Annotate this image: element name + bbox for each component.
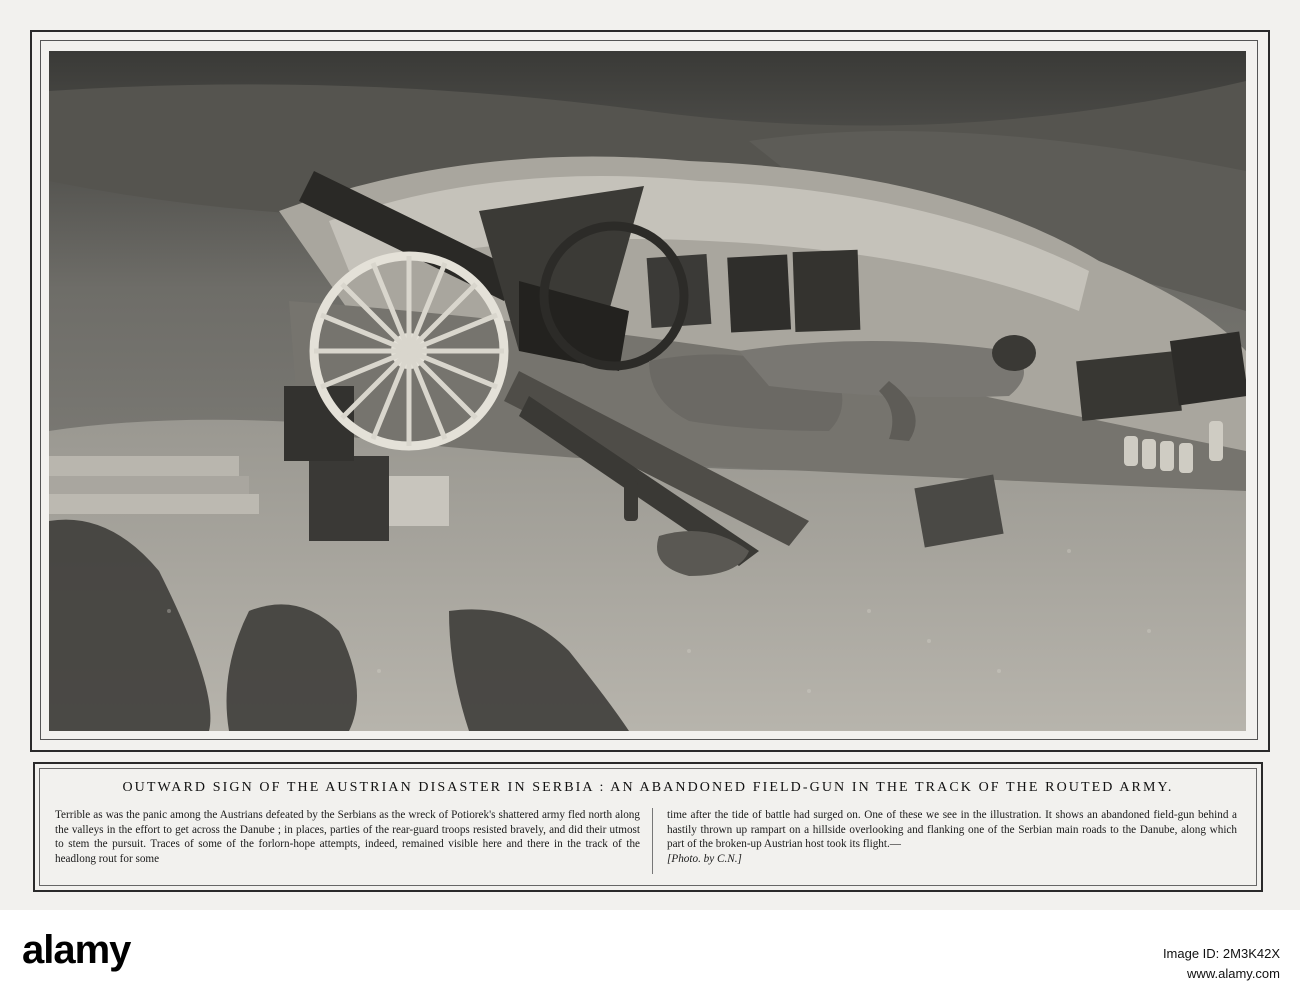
watermark-bar xyxy=(0,910,1300,997)
caption-body-right xyxy=(667,808,1237,866)
caption-body-left: Terrible as was the panic among the Austrians defeated by the Serbians as the wreck of Potiorek's shattered army fled north along the valleys in the effort to get across the Danube ; in places, parties of the rear-guard troops resisted bravely, and did their utmost to stem the pursuit. Traces of some of the forlorn-hope attempts, indeed, remained visible here and there in the track of the headlong rout for some xyxy=(55,809,640,865)
column-divider xyxy=(652,808,653,874)
photograph-illustration xyxy=(49,51,1246,731)
caption-body-right-text: time after the tide of battle had surged on. One of these we see in the illustration. It shows an abandoned field-gun behind a hastily thrown up rampart on a hillside overlooking and flanking one of the Serbian main roads to the Danube, along which part of the broken-up Austrian host took its flight.— xyxy=(667,809,1237,851)
caption-box xyxy=(33,762,1263,892)
watermark-url: www.alamy.com xyxy=(1187,966,1280,981)
alamy-logo: alamy xyxy=(22,928,131,972)
image-id: Image ID: 2M3K42X xyxy=(1162,946,1280,961)
headline: OUTWARD SIGN OF THE AUSTRIAN DISASTER IN SERBIA : AN ABANDONED FIELD-GUN IN THE TRACK OF THE ROUTED ARMY. xyxy=(122,780,1174,795)
photograph-abandoned-field-gun xyxy=(49,51,1246,731)
photo-credit: [Photo. by C.N.] xyxy=(667,852,742,865)
